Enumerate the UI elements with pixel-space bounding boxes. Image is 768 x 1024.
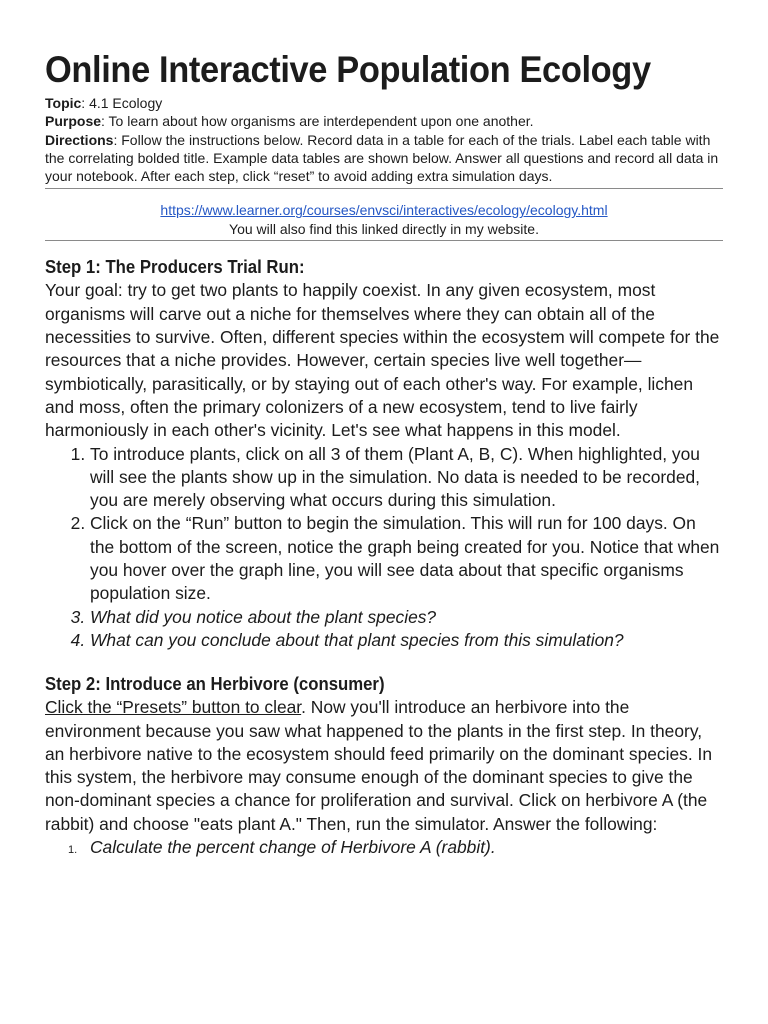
- step1-question-4: 4. What can you conclude about that plant species from this simulation?: [90, 629, 723, 652]
- purpose-line: [45, 112, 723, 130]
- step1-item-1: 1. To introduce plants, click on all 3 of them (Plant A, B, C). When highlighted, you will see the plants show up in the simulation. No data is needed to be recorded, you are merely observing what occurs during this simulation.: [90, 443, 723, 513]
- step1-heading: Step 1: The Producers Trial Run:: [45, 257, 305, 278]
- step1-list: [45, 443, 723, 653]
- document-page: [45, 48, 723, 859]
- step2-intro: . Now you'll introduce an herbivore into the environment because you saw what happened to the plants in the first step. In theory, an herbivore native to the ecosystem should feed primarily on the dominant species. In this system, the herbivore may consume enough of the dominant species to give the non-dominant species a chance for proliferation and survival. Click on herbivore A (the rabbit) and choose "eats plant A." Then, run the simulator. Answer the following:: [45, 697, 713, 834]
- step1-question-3: 3. What did you notice about the plant species?: [90, 606, 723, 629]
- divider-bottom: [45, 240, 723, 241]
- link-box: [45, 189, 723, 240]
- topic-value: : 4.1 Ecology: [81, 95, 163, 111]
- directions-value: : Follow the instructions below. Record data in a table for each of the trials. Label each table with the correlating bolded title. Example data tables are shown below. Answer all questions and record all data in your notebook. After each step, click “reset” to avoid adding extra simulation days.: [45, 131, 719, 185]
- step2-intro-block: [45, 696, 723, 836]
- directions-label: Directions: [45, 131, 114, 148]
- topic-label: Topic: [45, 95, 82, 111]
- topic-line: [45, 94, 723, 112]
- step2-list: [45, 836, 723, 859]
- step2-question-1: [68, 836, 723, 859]
- purpose-value: : To learn about how organisms are interdependent upon one another.: [101, 113, 534, 130]
- simulation-link[interactable]: https://www.learner.org/courses/envsci/interactives/ecology/ecology.html: [160, 202, 608, 219]
- step2-question-marker: 1.: [68, 844, 78, 857]
- presets-instruction: Click the “Presets” button to clear: [45, 697, 302, 718]
- purpose-label: Purpose: [45, 113, 102, 130]
- link-note: You will also find this linked directly in my website.: [229, 221, 539, 238]
- step1-intro: Your goal: try to get two plants to happily coexist. In any given ecosystem, most organisms will carve out a niche for themselves where they can obtain all of the necessities to survive. Often, different species within the ecosystem will compete for the resources that a niche provides. However, certain species live well together—symbiotically, parasitically, or by staying out of each other's way. For example, lichen and moss, often the primary colonizers of a new ecosystem, tend to live fairly harmoniously in each other's vicinity. Let's see what happens in this model.: [45, 280, 720, 441]
- step2-question-text: Calculate the percent change of Herbivore A (rabbit).: [90, 837, 496, 858]
- step1-item-2: 2. Click on the “Run” button to begin the simulation. This will run for 100 days. On the bottom of the screen, notice the graph being created for you. Notice that when you hover over the graph line, you will see data about that specific organisms population size.: [90, 512, 723, 605]
- page-title: Online Interactive Population Ecology: [45, 49, 651, 90]
- step2-heading: Step 2: Introduce an Herbivore (consumer): [45, 674, 385, 695]
- directions-line: [45, 131, 723, 186]
